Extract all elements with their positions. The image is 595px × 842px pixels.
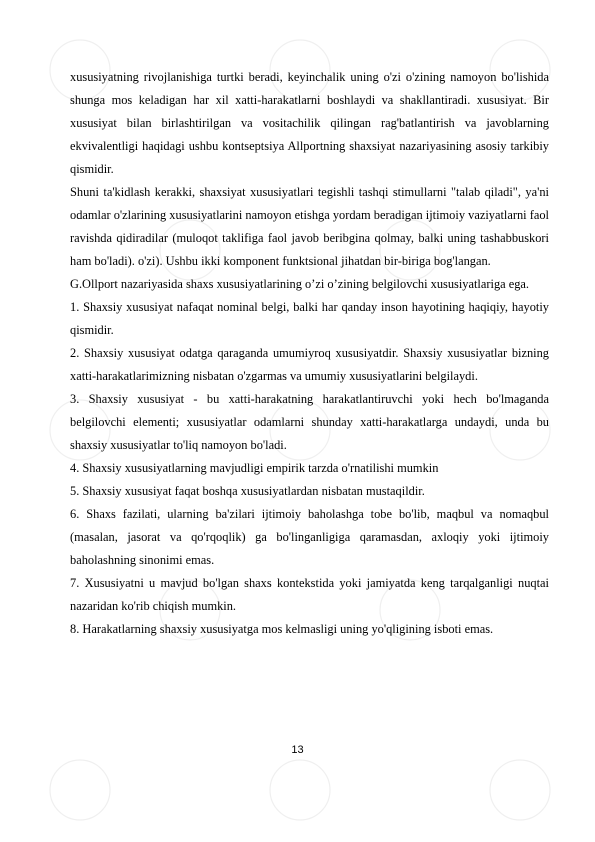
list-item-8: 8. Harakatlarning shaxsiy xususiyatga mos kelmasligi uning yo'qligining isboti emas. [70, 622, 494, 636]
document-body [70, 66, 549, 641]
paragraph-trait-stimuli: Shuni ta'kidlash kerakki, shaxsiyat xususiyatlari tegishli tashqi stimullarni "talab qiladi", ya'ni odamlar o'zlarining xususiyatlarini namoyon etishga yordam beradigan ijtimoiy vaziyatlarni faol ravishda qidiradilar (muloqot taklifiga faol javob beribgina qolmay, balki uning tashabbuskori ham bo'ladi). o'zi). Ushbu ikki komponent funktsional jihatdan bir-biriga bog'langan. [70, 185, 549, 268]
list-item-4: 4. Shaxsiy xususiyatlarning mavjudligi empirik tarzda o'rnatilishi mumkin [70, 461, 439, 475]
page-number: 13 [291, 744, 304, 756]
list-item-2: 2. Shaxsiy xususiyat odatga qaraganda umumiyroq xususiyatdir. Shaxsiy xususiyatlar bizning xatti-harakatlarimizning nisbatan o'zgarmas va umumiy xususiyatlarini belgilaydi. [70, 346, 549, 383]
list-item-1: 1. Shaxsiy xususiyat nafaqat nominal belgi, balki har qanday inson hayotining haqiqiy, hayotiy qismidir. [70, 300, 549, 337]
list-item-5: 5. Shaxsiy xususiyat faqat boshqa xususiyatlardan nisbatan mustaqildir. [70, 484, 425, 498]
list-item-6: 6. Shaxs fazilati, ularning ba'zilari ijtimoiy baholashga tobe bo'lib, maqbul va nomaqbul (masalan, jasorat va qo'rqoqlik) ga bo'linganligiga qaramasdan, axloqiy yoki ijtimoiy baholashning sinonimi emas. [70, 507, 549, 567]
paragraph-allport-intro: G.Ollport nazariyasida shaxs xususiyatlarining o’zi o’zining belgilovchi xususiyatlariga ega. [70, 277, 530, 291]
list-item-3: 3. Shaxsiy xususiyat - bu xatti-harakatning harakatlantiruvchi yoki hech bo'lmaganda belgilovchi elementi; xususiyatlar odamlarni shunday xatti-harakatlarga undaydi, unda bu shaxsiy xususiyatlar to'liq namoyon bo'ladi. [70, 392, 549, 452]
list-item-7: 7. Xususiyatni u mavjud bo'lgan shaxs kontekstida yoki jamiyatda keng tarqalganligi nuqtai nazaridan ko'rib chiqish mumkin. [70, 576, 549, 613]
paragraph-continuation: xususiyatning rivojlanishiga turtki beradi, keyinchalik uning o'zi o'zining namoyon bo'lishida shunga mos keladigan har xil xatti-harakatlarni boshlaydi va shakllantiradi. xususiyat. Bir xususiyat bilan birlashtirilgan va vositachilik qilingan rag'batlantirish va javoblarning ekvivalentligi haqidagi ushbu kontseptsiya Allportning shaxsiyat nazariyasining asosiy tarkibiy qismidir. [70, 70, 549, 176]
